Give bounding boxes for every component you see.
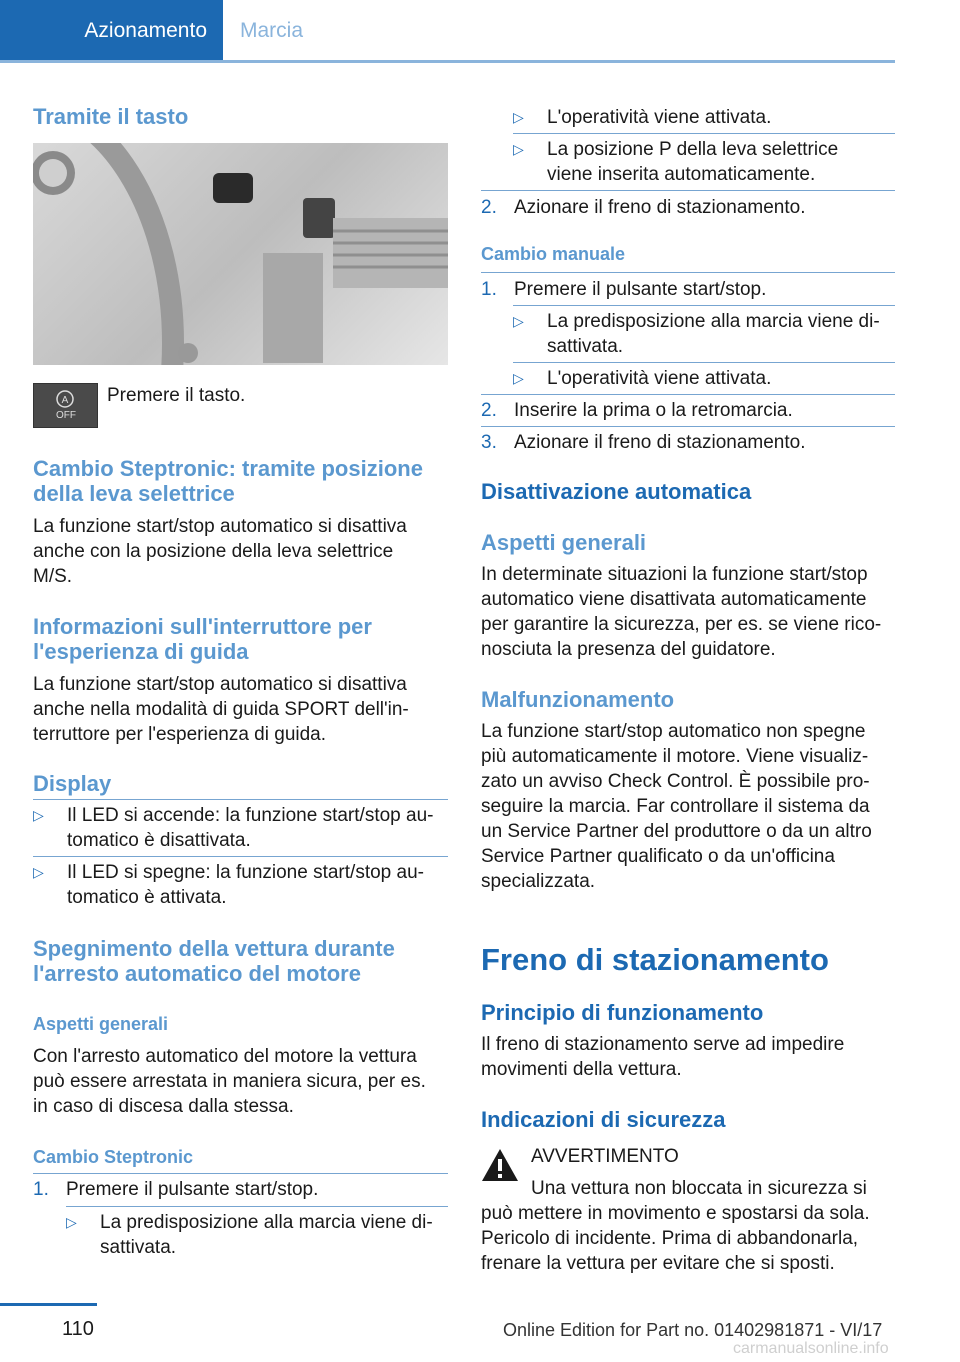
step-text: Premere il pulsante start/stop. [66, 1179, 319, 1200]
divider [481, 426, 895, 427]
step-number: 1. [481, 279, 497, 300]
list-item-text: La predisposizione alla marcia viene di-sattivata. [547, 311, 880, 357]
heading-display: Display [33, 771, 112, 796]
watermark: carmanualsonline.info [733, 1340, 889, 1357]
paragraph-principio: Il freno di stazionamento serve ad impedire movimenti della vettura. [481, 1034, 845, 1080]
list-item [513, 366, 895, 391]
step-number: 3. [481, 432, 497, 453]
steering-wheel-photo [33, 143, 448, 365]
heading-aspetti-generali: Aspetti generali [481, 530, 647, 555]
list-item [33, 860, 448, 910]
divider [513, 305, 895, 306]
step-text: Inserire la prima o la retromarcia. [514, 400, 793, 421]
tab-azionamento[interactable]: Azionamento [0, 0, 223, 62]
start-stop-off-button-icon [33, 383, 98, 428]
bullet-triangle-icon: ▷ [513, 370, 524, 386]
step-text: Azionare il freno di stazionamento. [514, 197, 806, 218]
paragraph-disattivazione: In determinate situazioni la funzione start/stop automatico viene disattivata automaticamente per garantire la sicurezza, per es. se viene rico-nosciuta la presenza del guidatore. [481, 564, 882, 660]
bullet-triangle-icon: ▷ [33, 864, 44, 880]
bullet-triangle-icon: ▷ [33, 807, 44, 823]
heading-cambio-manuale: Cambio manuale [481, 244, 626, 264]
list-item [66, 1210, 448, 1260]
page-number: 110 [62, 1318, 94, 1340]
paragraph-arresto: Con l'arresto automatico del motore la vettura può essere arrestata in maniera sicura, per es. in caso di discesa dalla stessa. [33, 1046, 426, 1117]
heading-cambio-steptronic: Cambio Steptronic [33, 1147, 194, 1167]
heading-freno-di-stazionamento: Freno di stazionamento [481, 942, 829, 977]
paragraph-sport: La funzione start/stop automatico si disattiva anche nella modalità di guida SPORT dell'in-terruttore per l'esperienza di guida. [33, 674, 409, 745]
bullet-triangle-icon: ▷ [513, 109, 524, 125]
list-item-text: La predisposizione alla marcia viene di-sattivata. [100, 1212, 433, 1258]
bullet-triangle-icon: ▷ [513, 313, 524, 329]
numbered-step [481, 195, 895, 220]
paragraph-malfunzionamento: La funzione start/stop automatico non spegne più automaticamente il motore. Viene visualiz-zato un avviso Check Control. È possibile pro-seguire la marcia. Far controllare il sistema da un Service Partner del produttore o da un altro Service Partner qualificato o da un'officina specializzata. [481, 721, 872, 892]
bullet-triangle-icon: ▷ [66, 1214, 77, 1230]
list-item-text: L'operatività viene attivata. [547, 107, 772, 128]
divider [66, 1206, 448, 1207]
step-text: Azionare il freno di stazionamento. [514, 432, 806, 453]
page-number-rule [0, 1303, 97, 1306]
heading-cambio-steptronic-leva: Cambio Steptronic: tramite posizione della leva selettrice [33, 456, 423, 506]
list-item-text: Il LED si spegne: la funzione start/stop au-tomatico è attivata. [67, 862, 424, 908]
list-item-text: L'operatività viene attivata. [547, 368, 772, 389]
divider [33, 799, 448, 800]
heading-disattivazione-automatica: Disattivazione automatica [481, 479, 752, 504]
button-icon-label: OFF [56, 410, 76, 421]
divider [481, 190, 895, 191]
section-tabs [0, 0, 895, 64]
tab-underline [0, 60, 895, 63]
step-number: 1. [33, 1179, 49, 1200]
svg-text:A: A [61, 395, 69, 406]
divider [513, 133, 895, 134]
paragraph-leva: La funzione start/stop automatico si disattiva anche con la posizione della leva selettrice M/S. [33, 516, 407, 587]
heading-interruttore-esperienza: Informazioni sull'interruttore per l'esperienza di guida [33, 614, 372, 664]
divider [481, 272, 895, 273]
step-number: 2. [481, 400, 497, 421]
heading-spegnimento: Spegnimento della vettura durante l'arresto automatico del motore [33, 936, 395, 986]
numbered-step [481, 398, 895, 423]
bullet-triangle-icon: ▷ [513, 141, 524, 157]
button-caption: Premere il tasto. [107, 385, 246, 406]
list-item [33, 803, 448, 853]
heading-indicazioni-sicurezza: Indicazioni di sicurezza [481, 1107, 726, 1132]
divider [33, 856, 448, 857]
warning-title: AVVERTIMENTO [531, 1146, 679, 1167]
numbered-step [33, 1177, 448, 1202]
divider [481, 394, 895, 395]
warning-text: Una vettura non bloccata in sicurezza si può mettere in movimento e spostarsi da sola. Pericolo di incidente. Prima di abbandonarla, frenare la vettura per evitare che si sposti. [481, 1178, 870, 1274]
heading-malfunzionamento: Malfunzionamento [481, 687, 675, 712]
heading-principio: Principio di funzionamento [481, 1000, 764, 1025]
divider [33, 1173, 448, 1174]
divider [513, 362, 895, 363]
list-item-text: La posizione P della leva selettrice viene inserita automaticamente. [547, 139, 839, 185]
step-number: 2. [481, 197, 497, 218]
numbered-step [481, 277, 895, 302]
step-text: Premere il pulsante start/stop. [514, 279, 767, 300]
numbered-step [481, 430, 895, 455]
tab-marcia[interactable]: Marcia [240, 19, 304, 42]
footer-edition: Online Edition for Part no. 01402981871 - VI/17 [503, 1320, 883, 1340]
list-item [513, 309, 895, 359]
list-item-text: Il LED si accende: la funzione start/stop au-tomatico è disattivata. [67, 805, 434, 851]
heading-tramite-il-tasto: Tramite il tasto [33, 104, 189, 129]
heading-aspetti-generali: Aspetti generali [33, 1014, 169, 1034]
list-item [513, 137, 895, 187]
list-item [513, 105, 895, 130]
